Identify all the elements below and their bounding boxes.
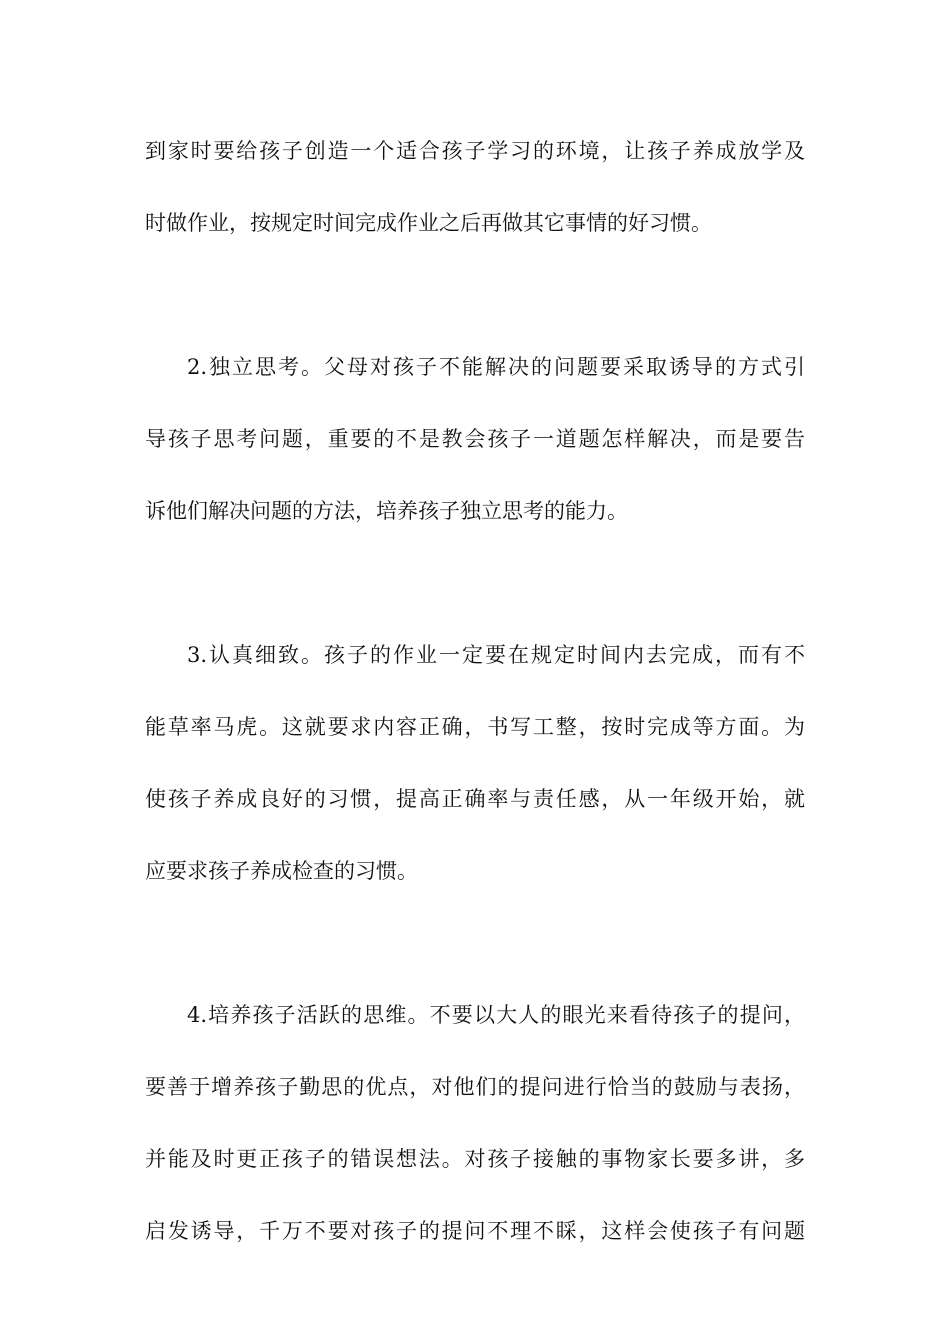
paragraph-independent-thinking — [145, 344, 805, 535]
text-line: 3.认真细致。孩子的作业一定要在规定时间内去完成，而有不 — [187, 643, 805, 667]
text-line: 诉他们解决问题的方法，培养孩子独立思考的能力。 — [145, 499, 628, 523]
text-line: 4.培养孩子活跃的思维。不要以大人的眼光来看待孩子的提问， — [187, 1003, 805, 1027]
document-body — [145, 128, 805, 1280]
text-line: 启发诱导，千万不要对孩子的提问不理不睬，这样会使孩子有问题 — [145, 1219, 805, 1243]
text-line: 到家时要给孩子创造一个适合孩子学习的环境，让孩子养成放学及 — [145, 139, 805, 163]
paragraph-continuation — [145, 128, 805, 247]
paragraph-careful-detail — [145, 632, 805, 895]
text-line: 时做作业，按规定时间完成作业之后再做其它事情的好习惯。 — [145, 211, 712, 235]
paragraph-gap — [145, 272, 805, 319]
paragraph-gap — [145, 920, 805, 967]
text-line: 要善于增养孩子勤思的优点，对他们的提问进行恰当的鼓励与表扬， — [145, 1075, 805, 1099]
text-line: 导孩子思考问题，重要的不是教会孩子一道题怎样解决，而是要告 — [145, 427, 805, 451]
text-line: 使孩子养成良好的习惯，提高正确率与责任感，从一年级开始，就 — [145, 787, 805, 811]
paragraph-gap — [145, 560, 805, 607]
text-line: 2.独立思考。父母对孩子不能解决的问题要采取诱导的方式引 — [187, 355, 805, 379]
paragraph-active-thinking — [145, 992, 805, 1255]
text-line: 并能及时更正孩子的错误想法。对孩子接触的事物家长要多讲，多 — [145, 1147, 805, 1171]
text-line: 能草率马虎。这就要求内容正确，书写工整，按时完成等方面。为 — [145, 715, 805, 739]
text-line: 应要求孩子养成检查的习惯。 — [145, 859, 418, 883]
